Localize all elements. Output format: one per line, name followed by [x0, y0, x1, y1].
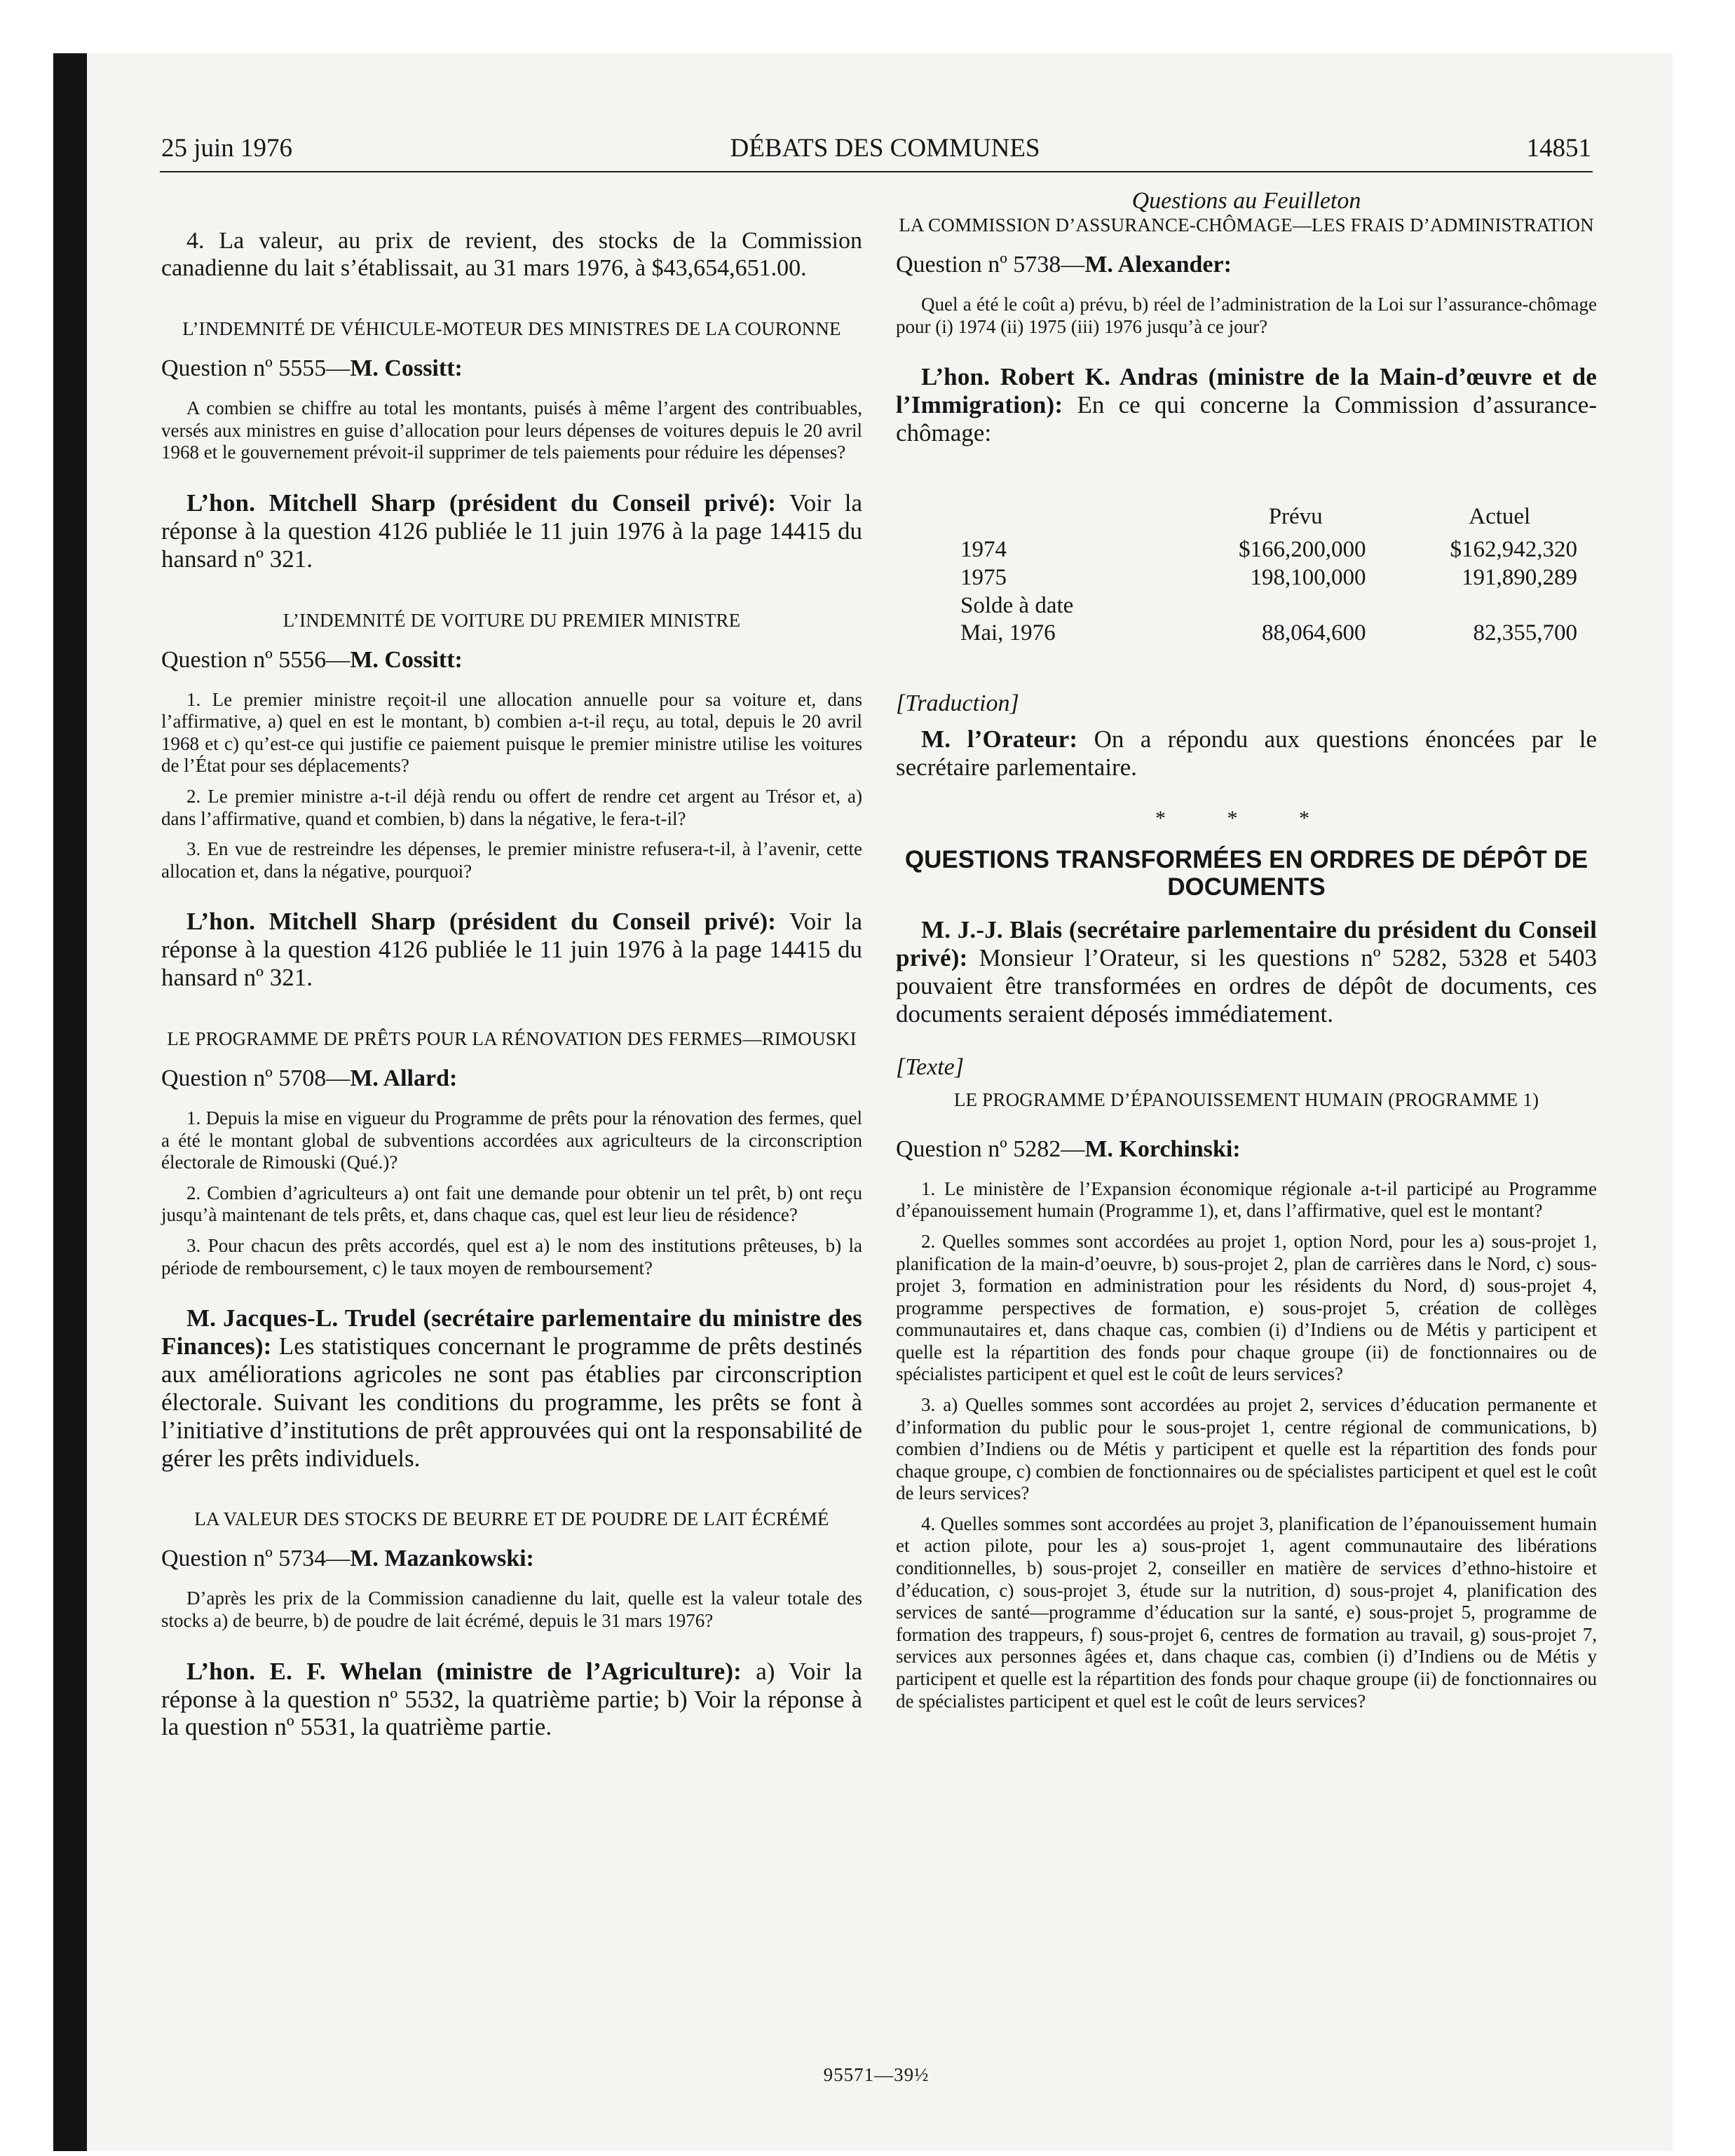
cell-prevu: $166,200,000 — [1239, 537, 1366, 563]
question-member: M. Korchinski: — [1084, 1135, 1241, 1162]
question-5556 — [161, 647, 862, 674]
answer-speaker: M. J.-J. Blais (secrétaire parlementaire du président du Conseil privé): — [896, 916, 1597, 971]
table-row — [960, 620, 1577, 648]
question-member: M. Cossitt: — [350, 355, 463, 382]
answer-trudel — [161, 1304, 862, 1472]
question-text: A combien se chiffre au total les montants, puisés à même l’argent des contribuables, versés aux ministres en guise d’allocation pour leurs dépenses de voitures depuis le 20 avril 1968 et le gouvernement prévoit-il supprimer de tels paiements pour réduire les dépenses? — [161, 397, 862, 463]
question-number: Question nº 5708— — [161, 1065, 351, 1092]
question-part-1: 1. Le premier ministre reçoit-il une allocation annuelle pour sa voiture et, dans l’affirmative, a) quel en est le montant, b) combien a-t-il reçu, au total, depuis le 20 avril 1968 et c) qu’est-ce qui justifie ce paiement puisque le premier ministre utilise les voitures de l’État pour ses déplacements? — [161, 688, 862, 777]
footer-code: 95571—39½ — [823, 2064, 930, 2085]
answer-speaker: L’hon. Mitchell Sharp (président du Conseil privé): — [186, 489, 777, 517]
question-member: M. Allard: — [350, 1065, 458, 1092]
answer-sharp-1 — [161, 489, 862, 573]
traduction-marker: [Traduction] — [896, 690, 1019, 716]
cell-prevu: 198,100,000 — [1250, 565, 1366, 591]
section-title-farm-loans: LE PROGRAMME DE PRÊTS POUR LA RÉNOVATION DES FERMES—RIMOUSKI — [167, 1028, 857, 1049]
answer-text: On a répondu aux questions énoncées par le secrétaire parlementaire. — [896, 725, 1598, 781]
question-number: Question nº 5555— — [161, 355, 351, 382]
blais-statement — [896, 916, 1597, 1028]
answer-text: a) Voir la réponse à la question nº 5532, la quatrième partie; b) Voir la réponse à la question nº 5531, la quatrième partie. — [161, 1657, 862, 1741]
row-label: Solde à date — [960, 592, 1074, 618]
question-5738 — [896, 252, 1597, 278]
big-section-title: QUESTIONS TRANSFORMÉES EN ORDRES DE DÉPÔT DE DOCUMENTS — [904, 845, 1588, 901]
question-5734 — [161, 1546, 862, 1572]
question-5282 — [896, 1136, 1597, 1163]
answer-andras — [896, 363, 1597, 447]
answer-text: Monsieur l’Orateur, si les questions nº 5282, 5328 et 5403 pouvaient être transformées en ordres de dépôt de documents, ces documents seraient déposés immédiatement. — [896, 943, 1597, 1028]
question-number: Question nº 5282— — [896, 1135, 1085, 1162]
section-title-human-development: LE PROGRAMME D’ÉPANOUISSEMENT HUMAIN (PROGRAMME 1) — [953, 1089, 1539, 1110]
cell-actuel: $162,942,320 — [1450, 537, 1577, 563]
answer-speaker: L’hon. Robert K. Andras (ministre de la Main-d’œuvre et de l’Immigration): — [896, 363, 1597, 419]
question-5708 — [161, 1065, 862, 1092]
question-part-1: 1. Depuis la mise en vigueur du Programme de prêts pour la rénovation des fermes, quel a été le montant global de subventions accordées aux agriculteurs de la circonscription électorale de Rimouski (Qué.)? — [161, 1107, 862, 1173]
question-part-2: 2. Le premier ministre a-t-il déjà rendu ou offert de rendre cet argent au Trésor et, a) dans l’affirmative, quand et combien, b) dans la négative, le fera-t-il? — [161, 786, 862, 829]
answer-sharp-2 — [161, 908, 862, 992]
question-number: Question nº 5734— — [161, 1546, 351, 1572]
row-label: Mai, 1976 — [960, 620, 1056, 646]
question-part-3: 3. a) Quelles sommes sont accordées au projet 2, services d’éducation permanente et d’information du public pour le sous-projet 1, centre régional de communications, b) combien d’Indiens ou de Métis y participent et quelle est la répartition des fonds pour chaque groupe, c) combien de fonctionnaires ou de spécialistes participent et quel est le coût de leurs services? — [896, 1394, 1597, 1504]
header-rule — [160, 171, 1593, 172]
question-number: Question nº 5738— — [896, 252, 1085, 278]
header-page-number: 14851 — [1526, 134, 1591, 163]
right-column — [896, 188, 1597, 1712]
question-part-2: 2. Quelles sommes sont accordées au projet 1, option Nord, pour les a) sous-projet 1, planification de la main-d’oeuvre, b) sous-projet 2, plan de carrières dans le Nord, c) sous-projet 3, formation en administration pour les résidents du Nord, d) sous-projet 4, programme perspectives de formation, e) sous-projet 5, création de collèges communautaires et, dans chaque cas, combien (i) d’Indiens ou de Métis y participent et quelle est la répartition des fonds pour chaque groupe (ii) de fonctionnaires ou de spécialistes participent et quel est le coût de leurs services? — [896, 1230, 1597, 1385]
col-actuel: Actuel — [1469, 503, 1531, 529]
section-title-vehicle-allowance: L’INDEMNITÉ DE VÉHICULE-MOTEUR DES MINISTRES DE LA COURONNE — [182, 318, 841, 340]
question-5555 — [161, 355, 862, 382]
table-row — [960, 564, 1577, 592]
question-number: Question nº 5556— — [161, 646, 351, 673]
left-column — [161, 188, 862, 1741]
answer-speaker: L’hon. E. F. Whelan (ministre de l’Agriculture): — [186, 1657, 742, 1685]
question-member: M. Mazankowski: — [350, 1546, 534, 1572]
orateur-statement — [896, 725, 1597, 782]
answer-text: Les statistiques concernant le programme de prêts destinés aux améliorations agricoles ne sont pas établies par circonscription électorale. Suivant les conditions du programme, les prêts se font à l’initiative d’institutions de prêt approuvées qui ont la responsabilité de gérer les prêts individuels. — [161, 1332, 862, 1472]
question-text: Quel a été le coût a) prévu, b) réel de l’administration de la Loi sur l’assurance-chômage pour (i) 1974 (ii) 1975 (iii) 1976 jusqu’à ce jour? — [896, 294, 1597, 337]
col-prevu: Prévu — [1268, 503, 1323, 529]
table-row — [960, 592, 1577, 620]
section-title-unemployment: LA COMMISSION D’ASSURANCE-CHÔMAGE—LES FRAIS D’ADMINISTRATION — [899, 214, 1594, 236]
cell-prevu: 88,064,600 — [1262, 620, 1366, 646]
question-part-1: 1. Le ministère de l’Expansion économique régionale a-t-il participé au Programme d’épanouissement humain (Programme 1), et, dans l’affirmative, quel est le montant? — [896, 1178, 1597, 1222]
answer-speaker: L’hon. Mitchell Sharp (président du Conseil privé): — [186, 908, 777, 936]
question-text: D’après les prix de la Commission canadienne du lait, quelle est la valeur totale des stocks a) de beurre, b) de poudre de lait écrémé, depuis le 31 mars 1976? — [161, 1588, 862, 1632]
question-part-3: 3. Pour chacun des prêts accordés, quel est a) le nom des institutions prêteuses, b) la période de remboursement, c) le taux moyen de remboursement? — [161, 1234, 862, 1278]
answer-whelan — [161, 1658, 862, 1742]
question-part-3: 3. En vue de restreindre les dépenses, le premier ministre refusera-t-il, à l’avenir, cette allocation et, dans la négative, pourquoi? — [161, 838, 862, 882]
italic-heading: Questions au Feuilleton — [1131, 188, 1361, 214]
answer-speaker: M. l’Orateur: — [921, 725, 1078, 753]
answer-text: Voir la réponse à la question 4126 publiée le 11 juin 1976 à la page 14415 du hansard nº 321. — [161, 908, 863, 992]
header-title: DÉBATS DES COMMUNES — [730, 134, 1040, 163]
section-separator: * * * — [1155, 806, 1338, 830]
header-date: 25 juin 1976 — [161, 134, 293, 163]
section-title-pm-car: L’INDEMNITÉ DE VOITURE DU PREMIER MINISTRE — [283, 609, 741, 631]
cell-actuel: 82,355,700 — [1473, 620, 1577, 646]
question-part-4: 4. Quelles sommes sont accordées au projet 3, planification de l’épanouissement humain et action pilote, pour les a) sous-projet 1, agent communautaire des libérations conditionnelles, b) sous-projet 2, conseiller en matière de services d’ethno-histoire et d’éducation, c) sous-projet 3, étude sur la nutrition, d) sous-projet 4, planification des services de santé—programme d’éducation sur la santé, e) sous-projet 5, programme de formation des trappeurs, f) sous-projet 6, centres de formation au travail, g) sous-projet 7, services aux personnes âgées et, dans chaque cas, combien (i) d’Indiens ou de Métis y participent et quelle est la répartition des fonds pour chaque groupe (ii) de fonctionnaires ou de spécialistes participent et quel est le coût de leurs services? — [896, 1513, 1597, 1712]
row-label: 1975 — [960, 565, 1007, 591]
section-title-butter-stocks: LA VALEUR DES STOCKS DE BEURRE ET DE POUDRE DE LAIT ÉCRÉMÉ — [194, 1508, 829, 1530]
question-part-2: 2. Combien d’agriculteurs a) ont fait une demande pour obtenir un tel prêt, b) ont reçu jusqu’à maintenant de tels prêts, et, dans chaque cas, quel est leur lieu de résidence? — [161, 1182, 862, 1226]
table-row — [960, 536, 1577, 564]
answer-item-4: 4. La valeur, au prix de revient, des stocks de la Commission canadienne du lait s’établissait, au 31 mars 1976, à $43,654,651.00. — [161, 228, 862, 282]
cell-actuel: 191,890,289 — [1462, 565, 1577, 591]
answer-text: Voir la réponse à la question 4126 publiée le 11 juin 1976 à la page 14415 du hansard nº 321. — [161, 489, 863, 573]
question-member: M. Cossitt: — [350, 646, 463, 673]
answer-speaker: M. Jacques-L. Trudel (secrétaire parlementaire du ministre des Finances): — [161, 1304, 862, 1360]
row-label: 1974 — [960, 537, 1007, 563]
cost-table — [960, 503, 1577, 648]
table-header-row — [960, 503, 1577, 537]
question-member: M. Alexander: — [1084, 252, 1232, 278]
answer-text: En ce qui concerne la Commission d’assurance-chômage: — [896, 391, 1597, 446]
texte-marker: [Texte] — [896, 1053, 964, 1080]
scan-edge-bar — [53, 53, 87, 2151]
